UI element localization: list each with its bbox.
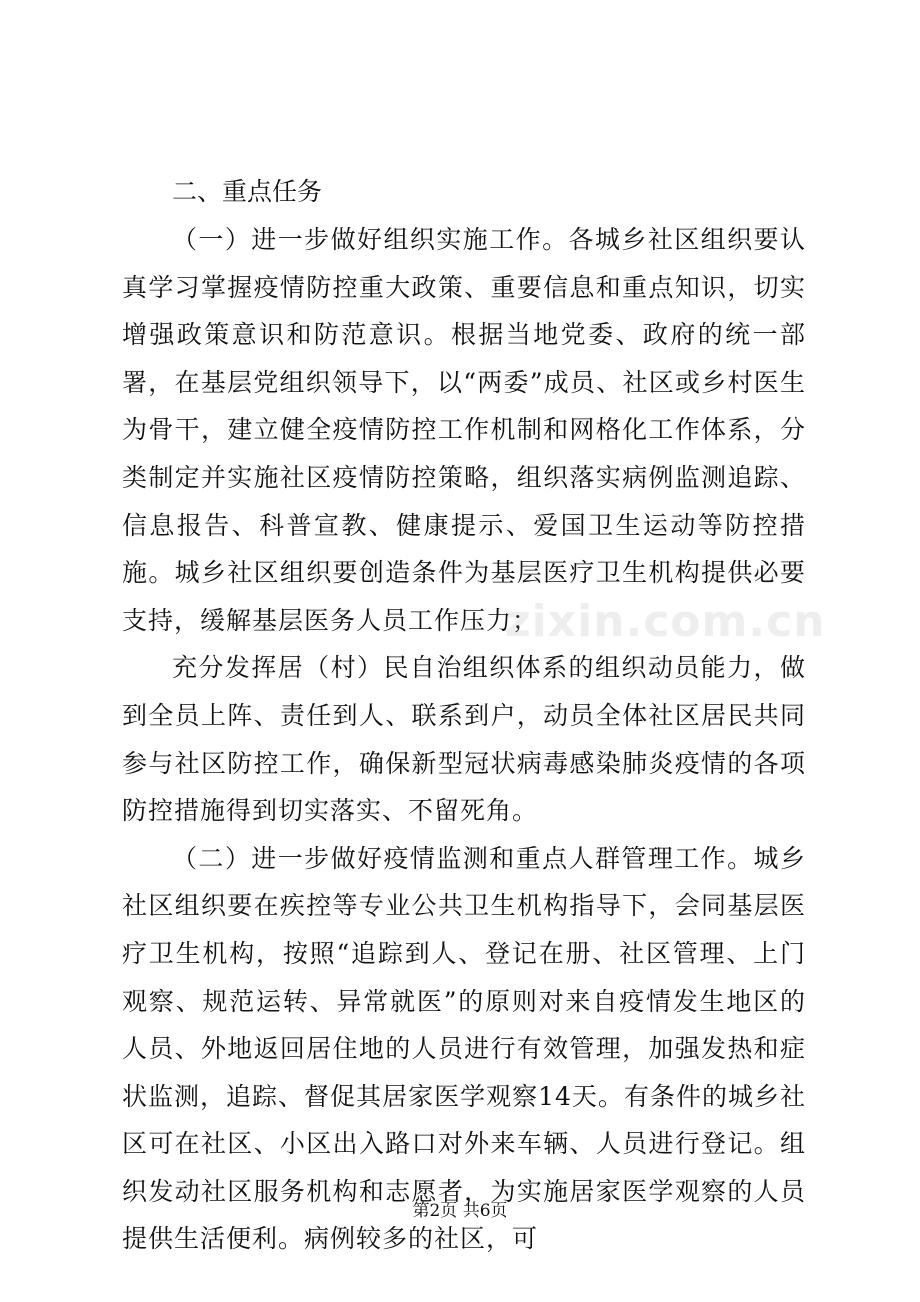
paragraph-organization-implementation: （一）进一步做好组织实施工作。各城乡社区组织要认真学习掌握疫情防控重大政策、重要信息和重点知识，切实增强政策意识和防范意识。根据当地党委、政府的统一部署，在基层党组织领导下，以“两委”成员、社区或乡村医生为骨干，建立健全疫情防控工作机制和网格化工作体系，分类制定并实施社区疫情防控策略，组织落实病例监测追踪、信息报告、科普宣教、健康提示、爱国卫生运动等防控措施。城乡社区组织要创造条件为基层医疗卫生机构提供必要支持，缓解基层医务人员工作压力； — [122, 225, 806, 635]
section-heading: 二、重点任务 — [172, 177, 323, 206]
paragraph-monitoring-management: （二）进一步做好疫情监测和重点人群管理工作。城乡社区组织要在疾控等专业公共卫生机构指导下，会同基层医疗卫生机构，按照“追踪到人、登记在册、社区管理、上门观察、规范运转、异常就医”的原则对来自疫情发生地区的人员、外地返回居住地的人员进行有效管理，加强发热和症状监测，追踪、督促其居家医学观察14天。有条件的城乡社区可在社区、小区出入路口对外来车辆、人员进行登记。组织发动社区服务机构和志愿者，为实施居家医学观察的人员提供生活便利。病例较多的社区，可 — [122, 843, 806, 1254]
page-number-footer: 第2页 共6页 — [412, 1201, 508, 1221]
document-body — [122, 216, 806, 1263]
watermark: zixin.com.cn — [505, 596, 826, 647]
paragraph-mobilization: 充分发挥居（村）民自治组织体系的组织动员能力，做到全员上阵、责任到人、联系到户，动员全体社区居民共同参与社区防控工作，确保新型冠状病毒感染肺炎疫情的各项防控措施得到切实落实、不留死角。 — [122, 653, 806, 826]
